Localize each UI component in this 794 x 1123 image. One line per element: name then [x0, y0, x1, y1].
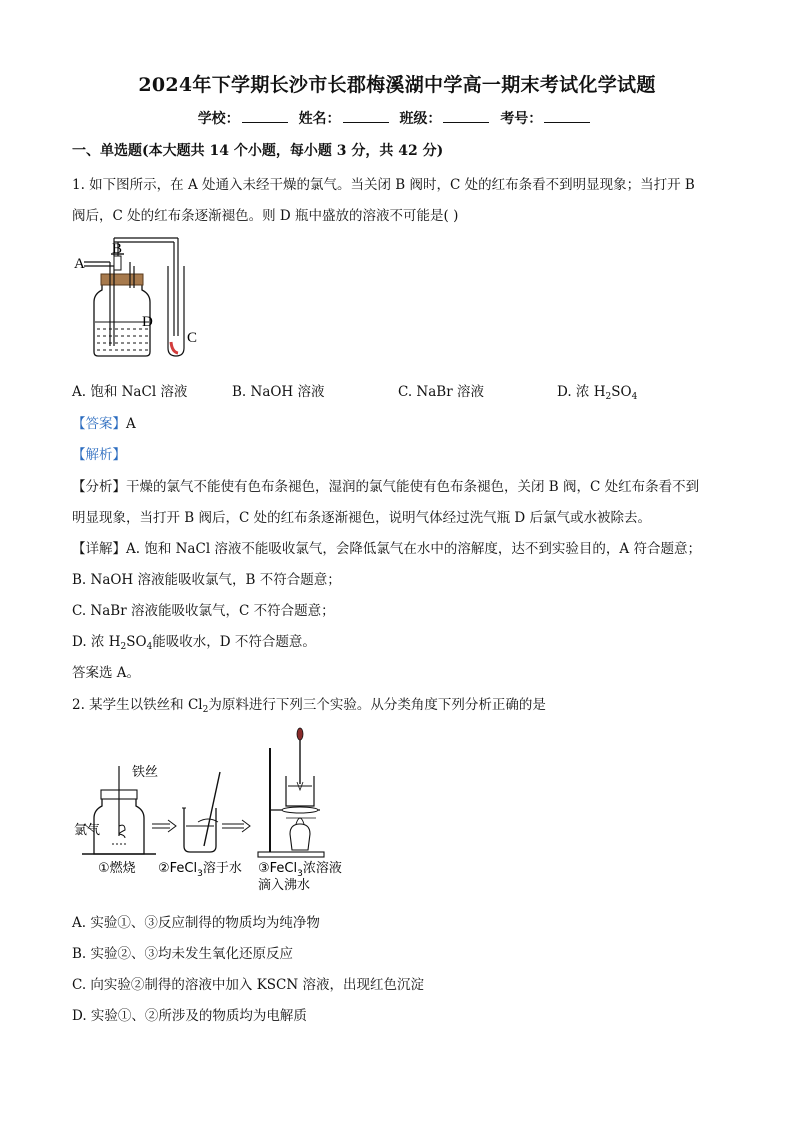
- q2-option-a[interactable]: A. 实验①、③反应制得的物质均为纯净物: [72, 915, 320, 931]
- exp3-caption-line2: 滴入沸水: [258, 878, 311, 893]
- class-blank: [443, 108, 489, 123]
- label-b: B: [112, 241, 123, 257]
- red-cloth-strip: [171, 342, 178, 353]
- q1-detail-a: 【详解】A. 饱和 NaCl 溶液不能吸收氯气，会降低氯气在水中的溶解度，达不到实验目的，A 符合题意；: [72, 541, 701, 557]
- section-heading: 一、单选题(本大题共 14 个小题，每小题 3 分，共 42 分): [72, 143, 444, 159]
- school-label: 学校：: [197, 111, 240, 127]
- label-d: D: [142, 314, 153, 330]
- q1-analysis-tag: 【解析】: [72, 447, 126, 463]
- student-info-line: [0, 108, 794, 128]
- q1-option-a[interactable]: A. 饱和 NaCl 溶液: [72, 384, 188, 400]
- exam-number-label: 考号：: [500, 111, 543, 127]
- page-title: 2024年下学期长沙市长郡梅溪湖中学高一期末考试化学试题: [138, 74, 656, 96]
- fenxi-tag: 【分析】: [72, 479, 126, 495]
- name-label: 姓名：: [298, 111, 341, 127]
- label-c: C: [187, 330, 198, 346]
- arrow-2: [222, 820, 250, 832]
- q1-stem-line1: 1. 如下图所示，在 A 处通入未经干燥的氯气。当关闭 B 阀时，C 处的红布条看不到明显现象；当打开 B: [72, 177, 695, 193]
- iron-wire-label: 铁丝: [132, 765, 159, 780]
- q1-detail-c: C. NaBr 溶液能吸收氯气，C 不符合题意；: [72, 603, 335, 619]
- q2-experiments-figure: [72, 726, 372, 896]
- bottle-stopper: [101, 274, 143, 285]
- q1-answer: 【答案】A: [72, 416, 136, 432]
- exp3-heating-setup: [258, 728, 324, 857]
- q1-conclusion: 答案选 A。: [72, 665, 141, 681]
- q2-option-b[interactable]: B. 实验②、③均未发生氧化还原反应: [72, 946, 294, 962]
- q1-option-d[interactable]: D. 浓 $H_2SO_4$: [557, 384, 638, 402]
- detail-tag: 【详解】: [72, 541, 126, 557]
- label-a: A: [74, 256, 85, 272]
- chlorine-label: 氯气: [74, 823, 101, 838]
- q1-option-c[interactable]: C. NaBr 溶液: [398, 384, 484, 400]
- q1-apparatus-figure: [74, 236, 214, 366]
- q1-detail-d: D. 浓 $H_2SO_4$能吸收水，D 不符合题意。: [72, 634, 316, 652]
- q2-stem: 2. 某学生以铁丝和 $Cl_2$为原料进行下列三个实验。从分类角度下列分析正确的是: [72, 697, 546, 715]
- q2-option-d[interactable]: D. 实验①、②所涉及的物质均为电解质: [72, 1008, 307, 1024]
- q2-option-c[interactable]: C. 向实验②制得的溶液中加入 KSCN 溶液，出现红色沉淀: [72, 977, 424, 993]
- q1-detail-b: B. NaOH 溶液能吸收氯气，B 不符合题意；: [72, 572, 341, 588]
- exp2-beaker: [182, 772, 220, 852]
- q1-stem-line2: 阀后，C 处的红布条逐渐褪色。则 D 瓶中盛放的溶液不可能是( ): [72, 208, 459, 224]
- class-label: 班级：: [399, 111, 442, 127]
- exp1-caption: ①燃烧: [98, 861, 136, 876]
- exp3-caption: ③FeCl$_3$浓溶液: [258, 861, 342, 879]
- exp2-caption: ②FeCl$_3$溶于水: [158, 861, 242, 879]
- q1-option-b[interactable]: B. NaOH 溶液: [232, 384, 325, 400]
- q1-fenxi-line2: 明显现象，当打开 B 阀后，C 处的红布条逐渐褪色，说明气体经过洗气瓶 D 后氯气或水被除去。: [72, 510, 652, 526]
- exam-number-blank: [544, 108, 590, 123]
- answer-tag: 【答案】: [72, 416, 126, 432]
- q1-fenxi-line1: 【分析】干燥的氯气不能使有色布条褪色，湿润的氯气能使有色布条褪色，关闭 B 阀，C 处红布条看不到: [72, 479, 700, 495]
- name-blank: [343, 108, 389, 123]
- school-blank: [242, 108, 288, 123]
- valve-b: [114, 256, 121, 270]
- arrow-1: [152, 820, 176, 832]
